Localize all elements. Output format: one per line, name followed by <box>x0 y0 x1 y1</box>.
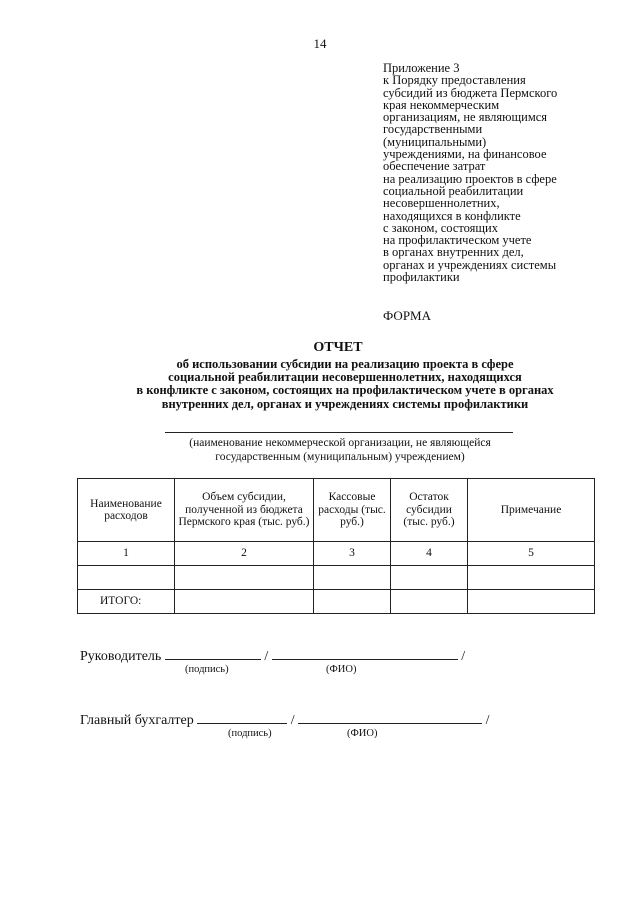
appendix-line: органах и учреждениях системы <box>383 257 557 272</box>
organization-caption-line: государственным (муниципальным) учреждением) <box>215 451 465 463</box>
head-signature-row <box>80 647 465 665</box>
header-subsidy-balance: Остаток субсидии (тыс. руб.) <box>391 479 468 542</box>
appendix-block <box>383 62 623 283</box>
appendix-line: учреждениями, на финансовое <box>383 147 547 162</box>
organization-caption <box>150 436 530 464</box>
subtitle-line: в конфликте с законом, состоящих на профилактическом учете в органах <box>136 383 554 398</box>
head-signature-caption: (подпись) <box>185 664 229 675</box>
header-cash-expenses: Кассовые расходы (тыс. руб.) <box>314 479 391 542</box>
appendix-line: на профилактическом учете <box>383 233 532 248</box>
accountant-name-field[interactable] <box>298 711 482 724</box>
page-number: 14 <box>313 36 327 51</box>
accountant-label: Главный бухгалтер <box>80 713 194 728</box>
column-number: 5 <box>468 542 595 566</box>
accountant-name-caption: (ФИО) <box>347 728 378 739</box>
table-cell[interactable] <box>468 566 595 590</box>
appendix-line: социальной реабилитации <box>383 183 524 198</box>
appendix-line: профилактики <box>383 270 460 285</box>
header-subsidy-amount: Объем субсидии, полученной из бюджета Пермского края (тыс. руб.) <box>175 479 314 542</box>
column-number: 2 <box>175 542 314 566</box>
head-label: Руководитель <box>80 649 162 664</box>
appendix-line: (муниципальными) <box>383 134 487 149</box>
accountant-signature-field[interactable] <box>197 711 287 724</box>
header-note: Примечание <box>468 479 595 542</box>
separator: / <box>485 713 490 728</box>
appendix-line: государственными <box>383 122 483 137</box>
head-name-field[interactable] <box>272 647 458 660</box>
subtitle-line: внутренних дел, органах и учреждениях системы профилактики <box>161 396 529 411</box>
table-total-row <box>78 590 595 614</box>
table-cell[interactable] <box>175 566 314 590</box>
form-label: ФОРМА <box>383 308 431 323</box>
appendix-line: с законом, состоящих <box>383 220 498 235</box>
column-number: 3 <box>314 542 391 566</box>
column-number: 1 <box>78 542 175 566</box>
report-table <box>77 478 595 614</box>
organization-name-line <box>165 432 513 433</box>
table-number-row <box>78 542 595 566</box>
total-label: ИТОГО: <box>78 590 175 614</box>
table-cell[interactable] <box>391 566 468 590</box>
table-cell[interactable] <box>314 590 391 614</box>
header-expense-name: Наименование расходов <box>78 479 175 542</box>
separator: / <box>461 649 466 664</box>
separator: / <box>290 713 295 728</box>
table-row <box>78 566 595 590</box>
table-cell[interactable] <box>468 590 595 614</box>
accountant-signature-caption: (подпись) <box>228 728 272 739</box>
appendix-line: несовершеннолетних, <box>383 196 500 211</box>
table-cell[interactable] <box>314 566 391 590</box>
appendix-line: края некоммерческим <box>383 97 500 112</box>
appendix-line: субсидий из бюджета Пермского <box>383 85 558 100</box>
appendix-line: Приложение 3 <box>383 61 460 75</box>
report-title: ОТЧЕТ <box>313 340 363 355</box>
table-cell[interactable] <box>78 566 175 590</box>
column-number: 4 <box>391 542 468 566</box>
subtitle-line: об использовании субсидии на реализацию проекта в сфере <box>176 357 514 371</box>
table-cell[interactable] <box>175 590 314 614</box>
subtitle-line: социальной реабилитации несовершеннолетних, находящихся <box>168 370 522 385</box>
head-signature-field[interactable] <box>165 647 261 660</box>
appendix-line: обеспечение затрат <box>383 159 486 174</box>
appendix-line: организациям, не являющимся <box>383 110 548 125</box>
accountant-signature-row <box>80 711 490 729</box>
head-name-caption: (ФИО) <box>326 664 357 675</box>
table-cell[interactable] <box>391 590 468 614</box>
separator: / <box>264 649 269 664</box>
appendix-line: в органах внутренних дел, <box>383 245 524 260</box>
appendix-line: находящихся в конфликте <box>383 208 521 223</box>
table-header-row <box>78 479 595 542</box>
appendix-line: к Порядку предоставления <box>383 73 526 88</box>
organization-caption-line: (наименование некоммерческой организации, не являющейся <box>189 437 491 449</box>
appendix-line: на реализацию проектов в сфере <box>383 171 557 186</box>
report-subtitle <box>80 358 610 411</box>
